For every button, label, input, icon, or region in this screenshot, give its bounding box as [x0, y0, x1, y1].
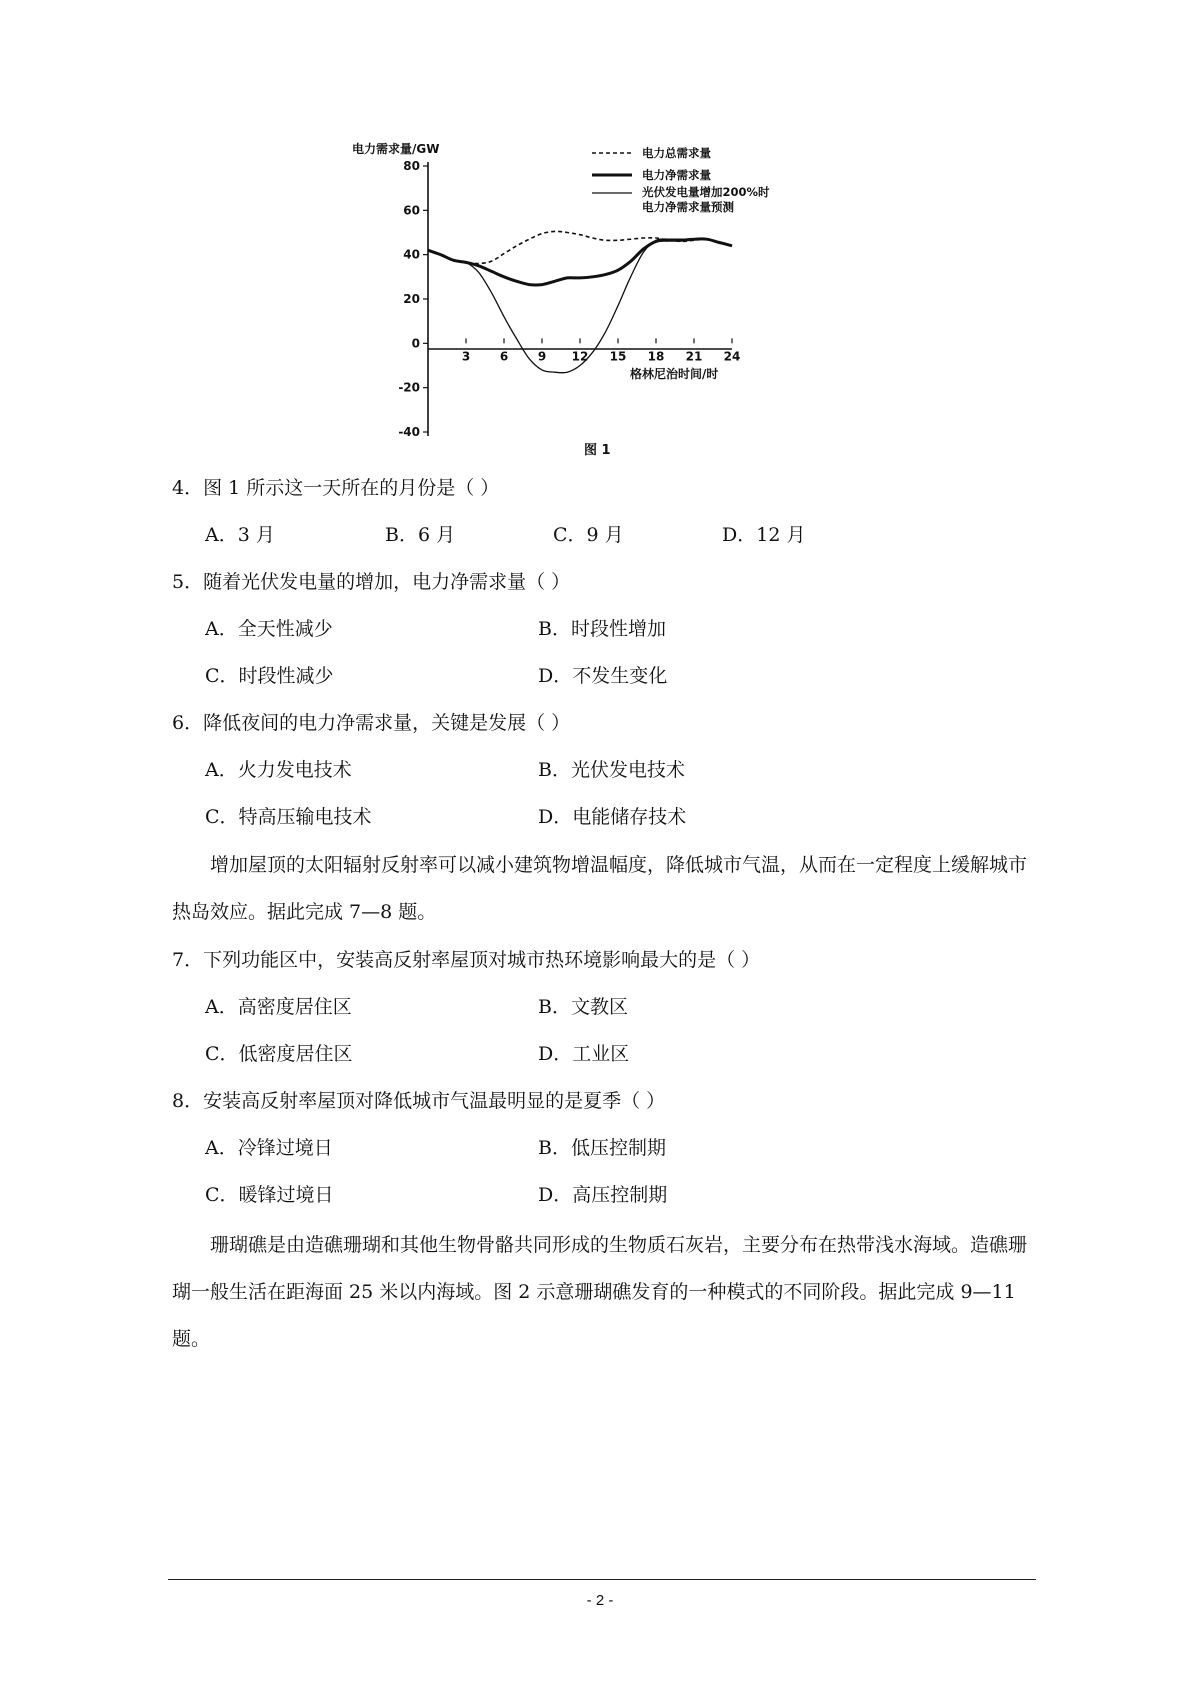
- y-tick-label: 40: [403, 247, 420, 262]
- question-4-stem: 4．图 1 所示这一天所在的月份是（ ）: [172, 477, 500, 499]
- passage-roof-text: 增加屋顶的太阳辐射反射率可以减小建筑物增温幅度，降低城市气温，从而在一定程度上缓解城市热岛效应。据此完成 7—8 题。: [172, 854, 1028, 923]
- question-7-option-c: C．低密度居住区: [205, 1043, 353, 1065]
- legend-label-forecast-line2: 电力净需求量预测: [642, 200, 734, 214]
- figure-1-chart: [340, 140, 820, 460]
- passage-coral-reef: [172, 1222, 1032, 1363]
- question-6-option-a: A．火力发电技术: [205, 759, 352, 781]
- question-5-option-c: C．时段性减少: [205, 665, 334, 687]
- y-tick-label: 80: [403, 159, 420, 173]
- y-axis-label: 电力需求量/GW: [352, 142, 440, 156]
- x-tick-label: 18: [647, 349, 665, 364]
- x-tick-label: 6: [499, 349, 509, 364]
- chart-legend: [592, 146, 770, 214]
- question-7-stem: 7．下列功能区中，安装高反射率屋顶对城市热环境影响最大的是（ ）: [172, 949, 761, 971]
- question-4-option-c: C．9 月: [553, 524, 624, 546]
- x-tick-label: 12: [571, 349, 589, 364]
- x-axis-label: 格林尼治时间/时: [630, 367, 719, 381]
- question-8-option-a: A．冷锋过境日: [205, 1137, 333, 1159]
- x-tick-label: 3: [461, 349, 471, 364]
- question-5-stem: 5．随着光伏发电量的增加，电力净需求量（ ）: [172, 571, 571, 593]
- question-4-option-d: D．12 月: [722, 524, 806, 546]
- question-8-stem: 8．安装高反射率屋顶对降低城市气温最明显的是夏季（ ）: [172, 1090, 666, 1112]
- question-7-option-d: D．工业区: [538, 1043, 630, 1065]
- x-tick-label: 15: [609, 349, 627, 364]
- question-8-option-c: C．暖锋过境日: [205, 1184, 334, 1206]
- question-4-option-a: A．3 月: [205, 524, 275, 546]
- question-4-option-b: B．6 月: [385, 524, 456, 546]
- y-tick-label: 0: [411, 336, 420, 351]
- y-tick-label: 60: [403, 203, 420, 218]
- question-5-option-b: B．时段性增加: [538, 618, 666, 640]
- question-6-option-b: B．光伏发电技术: [538, 759, 685, 781]
- question-5-option-a: A．全天性减少: [205, 618, 333, 640]
- series-net-demand-line: [428, 239, 732, 285]
- footer-rule: [168, 1579, 1036, 1580]
- question-6-stem: 6．降低夜间的电力净需求量，关键是发展（ ）: [172, 712, 571, 734]
- legend-label-forecast-line1: 光伏发电量增加200%时: [642, 185, 770, 199]
- question-8-option-d: D．高压控制期: [538, 1184, 668, 1206]
- page-number: - 2 -: [586, 1592, 614, 1609]
- question-6-option-c: C．特高压输电技术: [205, 806, 372, 828]
- x-tick-label: 24: [723, 349, 741, 364]
- passage-roof-reflectivity: [172, 842, 1032, 936]
- legend-label-net: 电力净需求量: [642, 168, 711, 182]
- figure-caption: 图 1: [584, 443, 611, 458]
- legend-label-total: 电力总需求量: [642, 146, 711, 160]
- y-tick-label: -40: [398, 425, 420, 439]
- question-7-option-b: B．文教区: [538, 996, 628, 1018]
- x-tick-label: 9: [537, 349, 547, 364]
- x-tick-label: 21: [685, 349, 703, 364]
- y-tick-label: -20: [398, 380, 420, 395]
- passage-coral-text: 珊瑚礁是由造礁珊瑚和其他生物骨骼共同形成的生物质石灰岩，主要分布在热带浅水海域。造礁珊瑚一般生活在距海面 25 米以内海域。图 2 示意珊瑚礁发育的一种模式的不同阶段。据此完成 9—11 题。: [172, 1234, 1028, 1350]
- question-8-option-b: B．低压控制期: [538, 1137, 666, 1159]
- y-tick-label: 20: [403, 292, 420, 306]
- series-total-demand-line: [428, 231, 732, 263]
- question-6-option-d: D．电能储存技术: [538, 806, 687, 828]
- question-7-option-a: A．高密度居住区: [205, 996, 352, 1018]
- question-5-option-d: D．不发生变化: [538, 665, 668, 687]
